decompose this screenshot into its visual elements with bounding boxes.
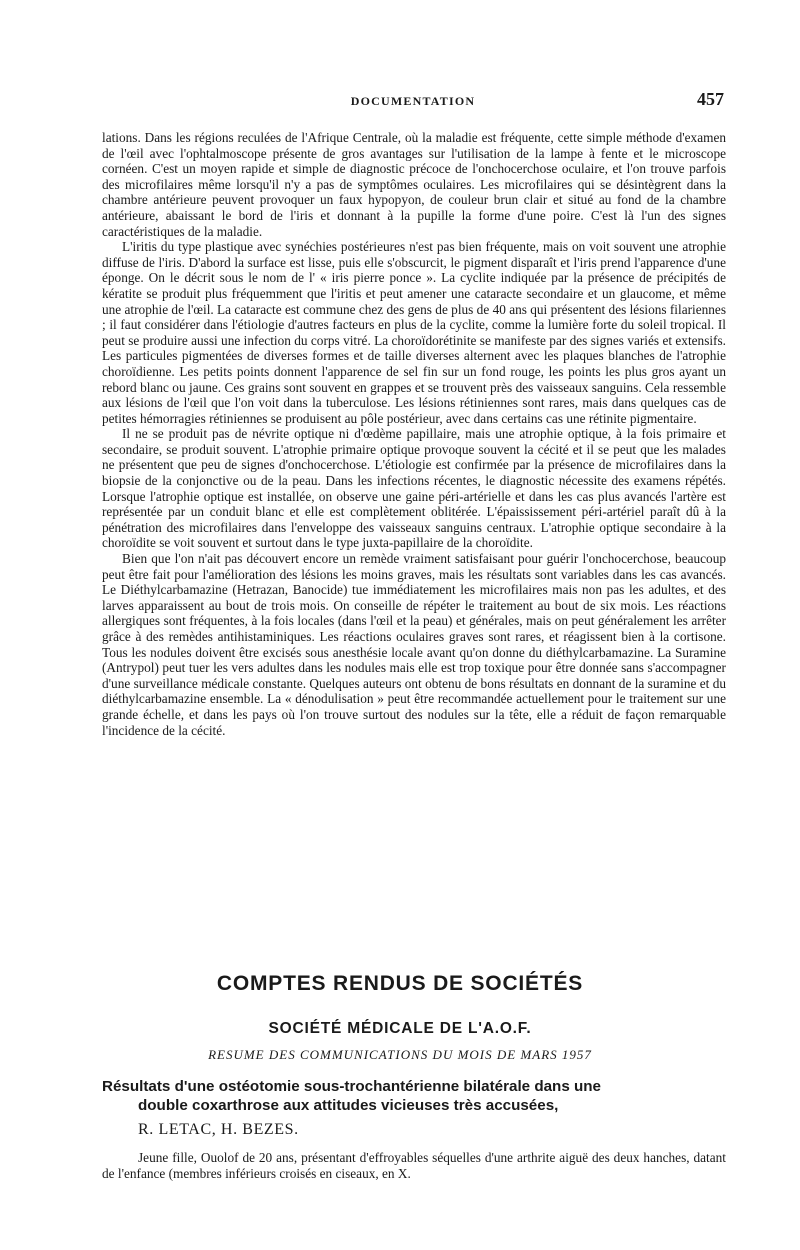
- paragraph: Il ne se produit pas de névrite optique ni d'œdème papillaire, mais une atrophie optique, à la fois primaire et secondaire, se produit souvent. L'atrophie primaire optique provoque souvent la cécité et il se peut que les malades ne présentent que peu de signes d'onchocerchose. L'étiologie est confirmée par la présence de microfilaires dans la biopsie de la conjonctive ou de la peau. Dans les infections récentes, le diagnostic nécessite des examens répétés. Lorsque l'atrophie optique est installée, on observe une gaine péri-artérielle et dans les cas plus avancés l'artère est représentée par un conduit blanc et elle est complètement oblitérée. L'épaississement péri-artériel paraît dû à la pénétration des microfilaires dans l'enveloppe des vaisseaux sanguins centraux. L'atrophie optique secondaire à la choroïdite se voit souvent et surtout dans le type juxta-papillaire de la choroïdite.: [102, 426, 726, 551]
- article-title: [102, 1077, 726, 1115]
- page-number: 457: [697, 89, 724, 109]
- paragraph: Bien que l'on n'ait pas découvert encore un remède vraiment satisfaisant pour guérir l'onchocerchose, beaucoup peut être fait pour l'amélioration des lésions les moins graves, mais les résultats sont variables dans les cas avancés. Le Diéthylcarbamazine (Hetrazan, Banocide) tue immédiatement les microfilaires mais non pas les adultes, et des larves apparaissent au bout de trois mois. On conseille de répéter le traitement au bout de six mois. Les réactions allergiques sont fréquentes, à la fois locales (dans l'œil et la peau) et générales, mais on peut généralement les arrêter grâce à des remèdes antihistaminiques. Les réactions oculaires graves sont rares, et réagissent bien à la cortisone. Tous les nodules doivent être excisés sous anesthésie locale avant qu'on donne du diéthylcarbamazine. La Suramine (Antrypol) peut tuer les vers adultes dans les nodules mais elle est trop toxique pour être donnée sans s'accompagner d'une surveillance médicale constante. Quelques auteurs ont obtenu de bons résultats en donnant de la suramine et du diéthylcarbamazine ensemble. La « dénodulisation » peut être recommandée actuellement pour le traitement sur une grande échelle, et dans les pays où l'on trouve surtout des nodules sur la tête, elle a réduit de façon remarquable l'incidence de la cécité.: [102, 551, 726, 738]
- section-heading: COMPTES RENDUS DE SOCIÉTÉS: [216, 972, 584, 995]
- article-title-line: Résultats d'une ostéotomie sous-trochantérienne bilatérale dans une: [102, 1078, 601, 1095]
- society-heading: SOCIÉTÉ MÉDICALE DE L'A.O.F.: [268, 1020, 532, 1037]
- article-text: Jeune fille, Ouolof de 20 ans, présentant d'effroyables séquelles d'une arthrite aiguë des deux hanches, datant de l'enfance (membres inférieurs croisés en ciseaux, en X.: [102, 1150, 726, 1181]
- summary-subheading: RESUME DES COMMUNICATIONS DU MOIS DE MARS 1957: [208, 1047, 592, 1062]
- article-title-line: double coxarthrose aux attitudes vicieuses très accusées,: [138, 1097, 559, 1114]
- article-authors: R. LETAC, H. BEZES.: [138, 1121, 299, 1138]
- paragraph: L'iritis du type plastique avec synéchies postérieures n'est pas bien fréquente, mais on voit souvent une atrophie diffuse de l'iris. D'abord la surface est lisse, puis elle s'obscurcit, le pigment disparaît et l'iris prend l'apparence d'une éponge. On le décrit sous le nom de l' « iris pierre ponce ». La cyclite indiquée par la présence de précipités de kératite se produit plus fréquemment que l'iritis et peut amener une cataracte secondaire et un glaucome, et même une atrophie de l'œil. La cataracte est commune chez des gens de plus de 40 ans qui présentent des lésions filariennes ; il faut considérer dans l'étiologie d'autres facteurs en plus de la cyclite, comme la lumière forte du soleil tropical. Il peut se produire aussi une infection du corps vitré. La choroïdorétinite se manifeste par des signes variés et extensifs. Les particules pigmentées de diverses formes et de taille diverses alternent avec les plaques blanches de l'atrophie choroïdienne. Les petits points donnent l'apparence de sel fin sur un fond rouge, les points les plus gros ayant un rebord blanc ou jaune. Ces grains sont souvent en grappes et se trouvent près des vaisseaux sanguins. Cela ressemble aux lésions de l'œil que l'on voit dans la tuberculose. Les lésions rétiniennes sont rares, mais dans quelques cas de petites hémorragies rétiniennes se produisent au pôle postérieur, avec dans certains cas une rétinite pigmentaire.: [102, 239, 726, 426]
- paragraph: lations. Dans les régions reculées de l'Afrique Centrale, où la maladie est fréquente, cette simple méthode d'examen de l'œil avec l'ophtalmoscope présente de gros avantages sur l'utilisation de la lampe à fente et le microscope cornéen. C'est un moyen rapide et simple de diagnostic précoce de l'onchocerchose oculaire, et l'on trouve parfois des microfilaires même lorsqu'il n'y a pas de symptômes oculaires. Les microfilaires qui se désintègrent dans la chambre antérieure peuvent provoquer un faux hypopyon, de couleur brun clair et situé au fond de la chambre antérieure, abaissant le bord de l'iris et donnant à la pupille la forme d'une poire. C'est là l'un des signes caractéristiques de la maladie.: [102, 130, 726, 239]
- running-title: DOCUMENTATION: [350, 94, 476, 108]
- article-body: [102, 130, 726, 738]
- running-header: [102, 89, 724, 112]
